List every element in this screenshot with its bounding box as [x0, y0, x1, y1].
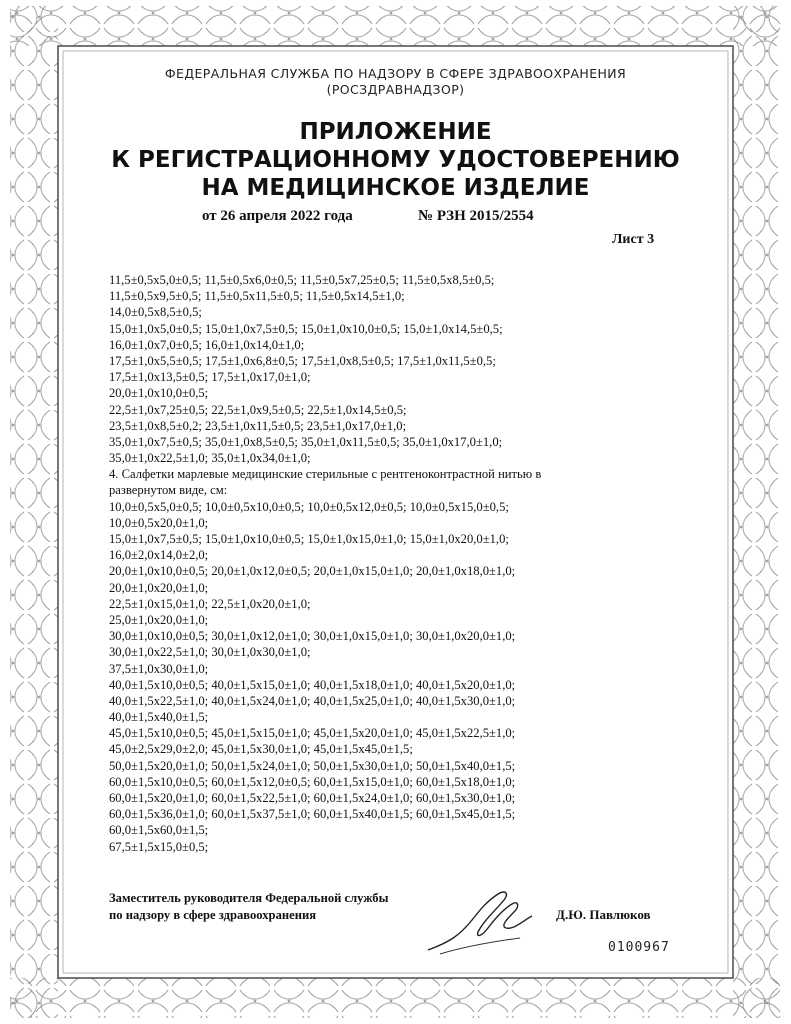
registration-number: № РЗН 2015/2554	[418, 208, 534, 224]
spec-line: 22,5±1,0х15,0±1,0; 22,5±1,0х20,0±1,0;	[109, 596, 311, 611]
spec-line: 35,0±1,0х22,5±1,0; 35,0±1,0х34,0±1,0;	[109, 451, 311, 466]
title-line-2: К РЕГИСТРАЦИОННОМУ УДОСТОВЕРЕНИЮ	[111, 147, 680, 173]
title-line-1: ПРИЛОЖЕНИЕ	[299, 119, 492, 145]
handwritten-signature	[420, 880, 550, 960]
spec-line: 17,5±1,0х13,5±0,5; 17,5±1,0х17,0±1,0;	[109, 370, 311, 385]
spec-line: 15,0±1,0х7,5±0,5; 15,0±1,0х10,0±0,5; 15,0±1,0х15,0±1,0; 15,0±1,0х20,0±1,0;	[109, 532, 509, 546]
spec-line: 30,0±1,0х10,0±0,5; 30,0±1,0х12,0±1,0; 30,0±1,0х15,0±1,0; 30,0±1,0х20,0±1,0;	[109, 629, 516, 644]
spec-line: 10,0±0,5х20,0±1,0;	[109, 515, 209, 530]
title-line-3: НА МЕДИЦИНСКОЕ ИЗДЕЛИЕ	[201, 175, 590, 201]
spec-line: 45,0±1,5х10,0±0,5; 45,0±1,5х15,0±1,0; 45,0±1,5х20,0±1,0; 45,0±1,5х22,5±1,0;	[109, 726, 516, 741]
spec-line: развернутом виде, см:	[109, 483, 228, 498]
spec-line: 20,0±1,0х10,0±0,5;	[109, 386, 209, 401]
spec-line: 10,0±0,5х5,0±0,5; 10,0±0,5х10,0±0,5; 10,0±0,5х12,0±0,5; 10,0±0,5х15,0±0,5;	[109, 499, 509, 514]
form-serial-number: 0100967	[608, 940, 670, 955]
sheet-number: Лист 3	[612, 232, 655, 247]
spec-line: 60,0±1,5х36,0±1,0; 60,0±1,5х37,5±1,0; 60,0±1,5х40,0±1,5; 60,0±1,5х45,0±1,5;	[109, 807, 516, 822]
spec-line: 67,5±1,5х15,0±0,5;	[109, 839, 209, 854]
spec-line: 30,0±1,0х22,5±1,0; 30,0±1,0х30,0±1,0;	[109, 645, 311, 660]
spec-line: 60,0±1,5х20,0±1,0; 60,0±1,5х22,5±1,0; 60,0±1,5х24,0±1,0; 60,0±1,5х30,0±1,0;	[109, 791, 516, 805]
spec-line: 25,0±1,0х20,0±1,0;	[109, 612, 209, 627]
spec-line: 22,5±1,0х7,25±0,5; 22,5±1,0х9,5±0,5; 22,5±1,0х14,5±0,5;	[109, 402, 407, 417]
position-line-1: Заместитель руководителя Федеральной службы	[109, 891, 389, 905]
spec-line: 20,0±1,0х20,0±1,0;	[109, 580, 209, 595]
position-line-2: по надзору в сфере здравоохранения	[109, 908, 317, 922]
spec-line: 40,0±1,5х40,0±1,5;	[109, 710, 209, 725]
spec-line: 50,0±1,5х20,0±1,0; 50,0±1,5х24,0±1,0; 50,0±1,5х30,0±1,0; 50,0±1,5х40,0±1,5;	[109, 758, 516, 773]
signatory-name: Д.Ю. Павлюков	[556, 907, 651, 922]
agency-header	[0, 66, 791, 98]
spec-line: 11,5±0,5х9,5±0,5; 11,5±0,5х11,5±0,5; 11,5±0,5х14,5±1,0;	[109, 289, 405, 304]
agency-abbreviation: (РОСЗДРАВНАДЗОР)	[326, 82, 465, 97]
specification-list	[109, 272, 649, 855]
spec-line: 20,0±1,0х10,0±0,5; 20,0±1,0х12,0±0,5; 20,0±1,0х15,0±1,0; 20,0±1,0х18,0±1,0;	[109, 564, 516, 579]
spec-line: 40,0±1,5х10,0±0,5; 40,0±1,5х15,0±1,0; 40,0±1,5х18,0±1,0; 40,0±1,5х20,0±1,0;	[109, 677, 516, 692]
spec-line: 40,0±1,5х22,5±1,0; 40,0±1,5х24,0±1,0; 40,0±1,5х25,0±1,0; 40,0±1,5х30,0±1,0;	[109, 693, 516, 708]
spec-line: 16,0±2,0х14,0±2,0;	[109, 548, 209, 563]
spec-line: 35,0±1,0х7,5±0,5; 35,0±1,0х8,5±0,5; 35,0±1,0х11,5±0,5; 35,0±1,0х17,0±1,0;	[109, 434, 503, 449]
spec-line: 16,0±1,0х7,0±0,5; 16,0±1,0х14,0±1,0;	[109, 337, 305, 352]
spec-line: 45,0±2,5х29,0±2,0; 45,0±1,5х30,0±1,0; 45,0±1,5х45,0±1,5;	[109, 742, 413, 757]
agency-name: ФЕДЕРАЛЬНАЯ СЛУЖБА ПО НАДЗОРУ В СФЕРЕ ЗДРАВООХРАНЕНИЯ	[164, 66, 627, 81]
signatory-position	[109, 890, 388, 924]
issue-date: от 26 апреля 2022 года	[202, 208, 353, 224]
spec-line: 14,0±0,5х8,5±0,5;	[109, 305, 202, 320]
spec-line: 11,5±0,5х5,0±0,5; 11,5±0,5х6,0±0,5; 11,5±0,5х7,25±0,5; 11,5±0,5х8,5±0,5;	[109, 273, 495, 287]
spec-line: 15,0±1,0х5,0±0,5; 15,0±1,0х7,5±0,5; 15,0±1,0х10,0±0,5; 15,0±1,0х14,5±0,5;	[109, 321, 503, 336]
document-title	[0, 118, 791, 202]
spec-line: 37,5±1,0х30,0±1,0;	[109, 661, 209, 676]
spec-line: 60,0±1,5х10,0±0,5; 60,0±1,5х12,0±0,5; 60,0±1,5х15,0±1,0; 60,0±1,5х18,0±1,0;	[109, 774, 516, 789]
spec-line: 4. Салфетки марлевые медицинские стерильные с рентгеноконтрастной нитью в	[109, 467, 542, 482]
spec-line: 17,5±1,0х5,5±0,5; 17,5±1,0х6,8±0,5; 17,5±1,0х8,5±0,5; 17,5±1,0х11,5±0,5;	[109, 353, 496, 368]
spec-line: 60,0±1,5х60,0±1,5;	[109, 823, 209, 838]
spec-line: 23,5±1,0х8,5±0,2; 23,5±1,0х11,5±0,5; 23,5±1,0х17,0±1,0;	[109, 418, 407, 433]
